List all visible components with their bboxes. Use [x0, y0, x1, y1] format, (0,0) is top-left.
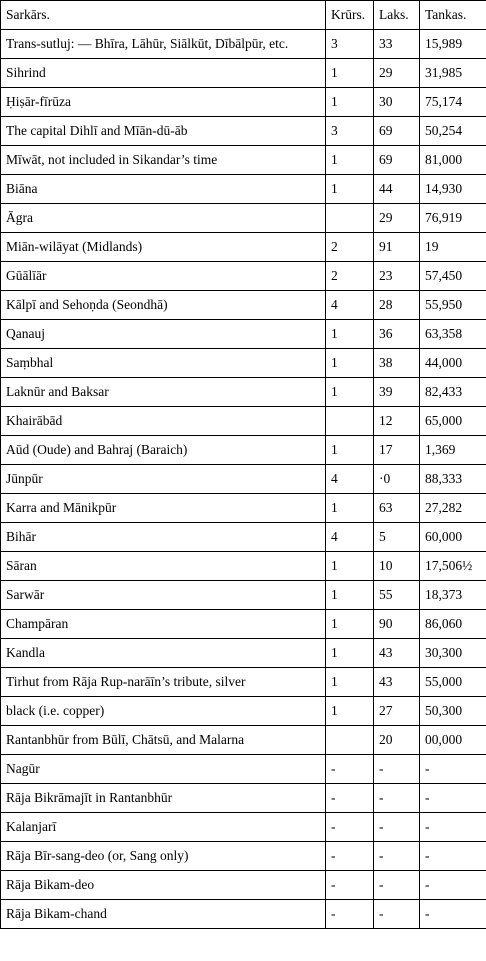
laks-cell: 38	[374, 349, 420, 378]
tankas-cell: -	[420, 871, 486, 900]
sarkar-cell: Bihār	[1, 523, 326, 552]
laks-cell: ·0	[374, 465, 420, 494]
table-row	[1, 581, 486, 610]
table-row	[1, 146, 486, 175]
tankas-cell: 82,433	[420, 378, 486, 407]
table-row	[1, 552, 486, 581]
table-row	[1, 755, 486, 784]
table-row	[1, 726, 486, 755]
krurs-cell: 1	[326, 436, 374, 465]
laks-cell: 44	[374, 175, 420, 204]
laks-cell: 10	[374, 552, 420, 581]
table-body	[1, 30, 486, 929]
tankas-cell: -	[420, 755, 486, 784]
sarkar-cell: Tirhut from Rāja Rup-narāīn’s tribute, silver	[1, 668, 326, 697]
tankas-cell: 15,989	[420, 30, 486, 59]
krurs-cell: -	[326, 871, 374, 900]
sarkar-cell: Biāna	[1, 175, 326, 204]
sarkar-cell: black (i.e. copper)	[1, 697, 326, 726]
table-row	[1, 668, 486, 697]
sarkar-cell: Kālpī and Sehoṇda (Seondhā)	[1, 291, 326, 320]
laks-cell: 17	[374, 436, 420, 465]
sarkar-cell: Āgra	[1, 204, 326, 233]
krurs-cell: 1	[326, 59, 374, 88]
laks-cell: -	[374, 784, 420, 813]
laks-cell: 43	[374, 668, 420, 697]
tankas-cell: 27,282	[420, 494, 486, 523]
tankas-cell: -	[420, 900, 486, 929]
laks-cell: -	[374, 813, 420, 842]
table-row	[1, 523, 486, 552]
laks-cell: 69	[374, 146, 420, 175]
krurs-cell: 1	[326, 552, 374, 581]
sarkar-cell: Jūnpūr	[1, 465, 326, 494]
tankas-cell: 88,333	[420, 465, 486, 494]
tankas-cell: -	[420, 784, 486, 813]
laks-cell: -	[374, 755, 420, 784]
sarkar-cell: Khairābād	[1, 407, 326, 436]
tankas-cell: 55,950	[420, 291, 486, 320]
laks-cell: 30	[374, 88, 420, 117]
laks-cell: 33	[374, 30, 420, 59]
tankas-cell: 65,000	[420, 407, 486, 436]
krurs-cell: 1	[326, 494, 374, 523]
krurs-cell: 1	[326, 610, 374, 639]
sarkar-cell: Rāja Bikam-chand	[1, 900, 326, 929]
krurs-cell: -	[326, 784, 374, 813]
table-row	[1, 349, 486, 378]
tankas-cell: 86,060	[420, 610, 486, 639]
sarkar-cell: Karra and Mānikpūr	[1, 494, 326, 523]
sarkar-cell: Nagūr	[1, 755, 326, 784]
laks-cell: -	[374, 842, 420, 871]
laks-cell: 28	[374, 291, 420, 320]
tankas-cell: 63,358	[420, 320, 486, 349]
table-row	[1, 117, 486, 146]
krurs-cell	[326, 726, 374, 755]
table-row	[1, 175, 486, 204]
tankas-cell: 00,000	[420, 726, 486, 755]
table-row	[1, 378, 486, 407]
krurs-cell: -	[326, 842, 374, 871]
table-row	[1, 262, 486, 291]
krurs-cell: 1	[326, 146, 374, 175]
krurs-cell	[326, 204, 374, 233]
table-row	[1, 320, 486, 349]
tankas-cell: 76,919	[420, 204, 486, 233]
table-row	[1, 291, 486, 320]
laks-cell: 29	[374, 204, 420, 233]
sarkar-cell: Aūd (Oude) and Bahraj (Baraich)	[1, 436, 326, 465]
sarkar-cell: Sarwār	[1, 581, 326, 610]
tankas-cell: 14,930	[420, 175, 486, 204]
laks-cell: 55	[374, 581, 420, 610]
krurs-cell: 1	[326, 639, 374, 668]
krurs-cell: 1	[326, 88, 374, 117]
laks-cell: 36	[374, 320, 420, 349]
table-row	[1, 842, 486, 871]
table-row	[1, 407, 486, 436]
tankas-cell: 1,369	[420, 436, 486, 465]
table-row	[1, 494, 486, 523]
laks-cell: 43	[374, 639, 420, 668]
krurs-cell: 4	[326, 523, 374, 552]
krurs-cell: 1	[326, 320, 374, 349]
table-row	[1, 639, 486, 668]
krurs-cell: 1	[326, 175, 374, 204]
krurs-cell: 4	[326, 291, 374, 320]
laks-cell: 39	[374, 378, 420, 407]
krurs-cell: 3	[326, 117, 374, 146]
krurs-cell: 1	[326, 581, 374, 610]
sarkar-cell: Saṃbhal	[1, 349, 326, 378]
krurs-cell: 2	[326, 233, 374, 262]
tankas-cell: 50,300	[420, 697, 486, 726]
tankas-cell: 31,985	[420, 59, 486, 88]
laks-cell: 91	[374, 233, 420, 262]
laks-cell: -	[374, 871, 420, 900]
sarkar-cell: Rantanbhūr from Būlī, Chātsū, and Malarna	[1, 726, 326, 755]
krurs-cell: 1	[326, 378, 374, 407]
tankas-cell: 17,506½	[420, 552, 486, 581]
sarkar-cell: Gūālīār	[1, 262, 326, 291]
tankas-cell: 30,300	[420, 639, 486, 668]
tankas-cell: -	[420, 842, 486, 871]
table-header-row	[1, 1, 486, 30]
laks-cell: 27	[374, 697, 420, 726]
table-row	[1, 30, 486, 59]
sarkar-cell: Kandla	[1, 639, 326, 668]
table-row	[1, 59, 486, 88]
sarkar-cell: Sāran	[1, 552, 326, 581]
sarkar-cell: Miān-wilāyat (Midlands)	[1, 233, 326, 262]
krurs-cell: -	[326, 755, 374, 784]
tankas-cell: -	[420, 813, 486, 842]
laks-cell: 12	[374, 407, 420, 436]
sarkar-cell: Mīwāt, not included in Sikandar’s time	[1, 146, 326, 175]
krurs-cell: 1	[326, 697, 374, 726]
table-row	[1, 813, 486, 842]
table-row	[1, 697, 486, 726]
laks-cell: 29	[374, 59, 420, 88]
sarkar-cell: Kalanjarī	[1, 813, 326, 842]
sarkar-cell: Trans-sutluj: — Bhīra, Lāhūr, Siālkūt, Dībālpūr, etc.	[1, 30, 326, 59]
tankas-cell: 75,174	[420, 88, 486, 117]
table-row	[1, 88, 486, 117]
krurs-cell	[326, 407, 374, 436]
table-row	[1, 465, 486, 494]
header-krurs: Krūrs.	[326, 1, 374, 30]
krurs-cell: 2	[326, 262, 374, 291]
table-row	[1, 871, 486, 900]
laks-cell: 63	[374, 494, 420, 523]
table-row	[1, 784, 486, 813]
tankas-cell: 57,450	[420, 262, 486, 291]
sarkar-cell: Laknūr and Baksar	[1, 378, 326, 407]
sarkar-cell: Rāja Bīr-sang-deo (or, Sang only)	[1, 842, 326, 871]
tankas-cell: 50,254	[420, 117, 486, 146]
sarkar-cell: Champāran	[1, 610, 326, 639]
laks-cell: 90	[374, 610, 420, 639]
tankas-cell: 19	[420, 233, 486, 262]
table-row	[1, 900, 486, 929]
laks-cell: -	[374, 900, 420, 929]
sarkar-cell: Rāja Bikrāmajīt in Rantanbhūr	[1, 784, 326, 813]
tankas-cell: 81,000	[420, 146, 486, 175]
sarkar-cell: Qanauj	[1, 320, 326, 349]
tankas-cell: 18,373	[420, 581, 486, 610]
laks-cell: 23	[374, 262, 420, 291]
krurs-cell: 1	[326, 668, 374, 697]
krurs-cell: 1	[326, 349, 374, 378]
table-row	[1, 436, 486, 465]
krurs-cell: -	[326, 813, 374, 842]
table-row	[1, 204, 486, 233]
tankas-cell: 44,000	[420, 349, 486, 378]
sarkar-cell: Rāja Bikam-deo	[1, 871, 326, 900]
sarkar-cell: The capital Dihlī and Mīān-dū-āb	[1, 117, 326, 146]
krurs-cell: 3	[326, 30, 374, 59]
laks-cell: 69	[374, 117, 420, 146]
sarkar-cell: Sihrind	[1, 59, 326, 88]
table-row	[1, 610, 486, 639]
laks-cell: 20	[374, 726, 420, 755]
header-tankas: Tankas.	[420, 1, 486, 30]
tankas-cell: 60,000	[420, 523, 486, 552]
header-sarkars: Sarkārs.	[1, 1, 326, 30]
sarkar-cell: Ḥiṣār-fīrūza	[1, 88, 326, 117]
krurs-cell: 4	[326, 465, 374, 494]
header-laks: Laks.	[374, 1, 420, 30]
table-row	[1, 233, 486, 262]
laks-cell: 5	[374, 523, 420, 552]
tankas-cell: 55,000	[420, 668, 486, 697]
krurs-cell: -	[326, 900, 374, 929]
